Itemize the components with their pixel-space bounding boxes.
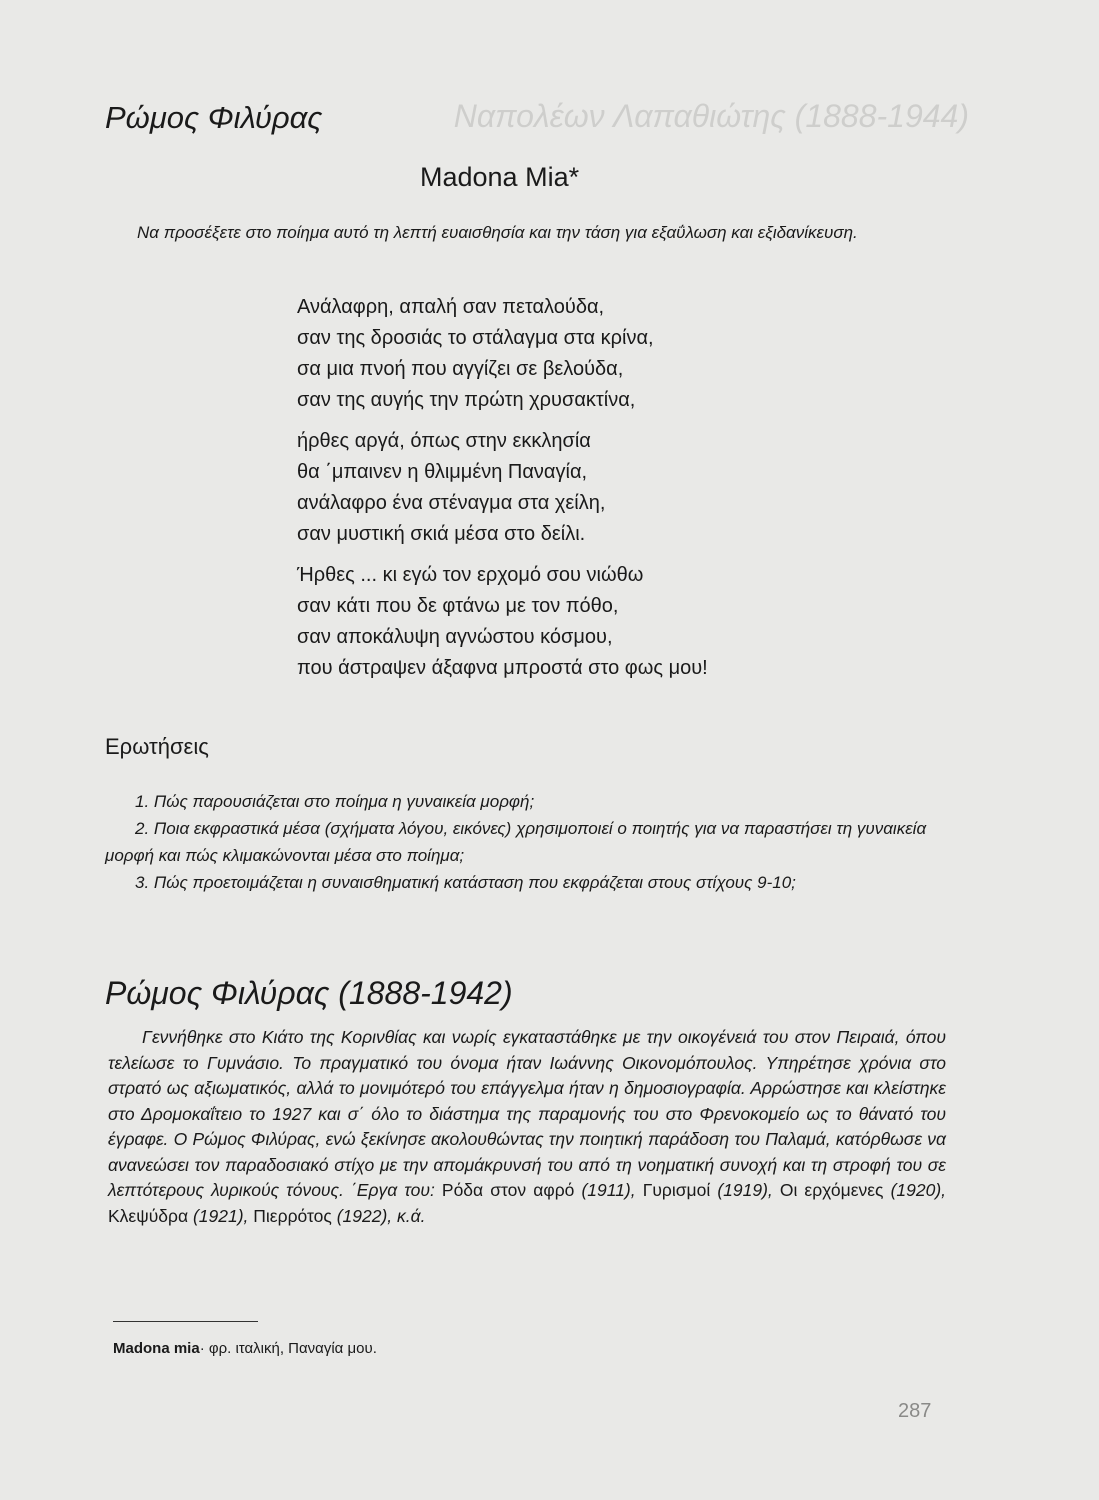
- work-year: (1911),: [574, 1180, 643, 1200]
- biography-text: [108, 1025, 946, 1229]
- footnote: [113, 1340, 377, 1357]
- verse: ήρθες αργά, όπως στην εκκλησία: [297, 430, 591, 452]
- verse: σαν της δροσιάς το στάλαγμα στα κρίνα,: [297, 327, 654, 349]
- work-year: (1920),: [883, 1180, 947, 1200]
- verse: Ήρθες ... κι εγώ τον ερχομό σου νιώθω: [297, 564, 644, 586]
- verse: σαν της αυγής την πρώτη χρυσακτίνα,: [297, 389, 636, 411]
- question-item: 3. Πώς προετοιμάζεται η συναισθηματική κατάσταση που εκφράζεται στους στίχους 9-10;: [135, 873, 796, 892]
- stanza-3: [297, 560, 917, 684]
- author-title: Ρώμος Φιλύρας: [105, 100, 323, 135]
- bleed-through-text: Ναπολέων Λαπαθιώτης (1888-1944): [453, 98, 969, 134]
- questions-heading: Ερωτήσεις: [105, 734, 209, 759]
- question-item: 2. Ποια εκφραστικά μέσα (σχήματα λόγου, εικόνες) χρησιμοποιεί ο ποιητής για να παραστήσει τη γυναικεία μορφή και πώς κλιμακώνονται μέσα στο ποίημα;: [105, 819, 927, 865]
- footnote-term: Madona mia: [113, 1340, 200, 1357]
- page-number: 287: [898, 1400, 932, 1422]
- stanza-1: [297, 292, 917, 416]
- verse: που άστραψεν άξαφνα μπροστά στο φως μου!: [297, 657, 708, 679]
- work-title: Πιερρότος: [253, 1205, 332, 1226]
- verse: σαν αποκάλυψη αγνώστου κόσμου,: [297, 626, 613, 648]
- work-title: Γυρισμοί: [642, 1180, 711, 1200]
- work-year: (1922), κ.ά.: [331, 1205, 426, 1226]
- verse: Ανάλαφρη, απαλή σαν πεταλούδα,: [297, 296, 605, 318]
- work-year: (1921),: [188, 1205, 254, 1226]
- work-year: (1919),: [710, 1180, 780, 1200]
- question-item: 1. Πώς παρουσιάζεται στο ποίημα η γυναικεία μορφή;: [135, 792, 535, 811]
- work-title: Ρόδα στον αφρό: [441, 1180, 575, 1200]
- footnote-divider: [113, 1321, 258, 1322]
- poem: [297, 292, 917, 694]
- poem-introduction: Να προσέξετε στο ποίημα αυτό τη λεπτή ευαισθησία και την τάση για εξαΰλωση και εξιδανίκευση.: [137, 223, 858, 242]
- verse: θα ΄μπαινεν η θλιμμένη Παναγία,: [297, 461, 588, 483]
- verse: ανάλαφρο ένα στέναγμα στα χείλη,: [297, 492, 606, 514]
- biography-body: Γεννήθηκε στο Κιάτο της Κορινθίας και νωρίς εγκαταστάθηκε με την οικογένειά του στον Πειραιά, όπου τελείωσε το Γυμνάσιο. Το πραγματικό του όνομα ήταν Ιωάννης Οικονομόπουλος. Υπηρέτησε χρόνια στο στρατό ως αξιωματικός, αλλά το μονιμότερό του επάγγελμα ήταν η δημοσιογραφία. Αρρώστησε και κλείστηκε στο Δρομοκαΐτειο το 1927 και σ΄ όλο το διάστημα της παραμονής του στο Φρενοκομείο ως το θάνατό του έγραφε. Ο Ρώμος Φιλύρας, ενώ ξεκίνησε ακολουθώντας την ποιητική παράδοση του Παλαμά, κατόρθωσε να ανανεώσει τον παραδοσιακό στίχο με την απομάκρυνσή του από τη νοηματική συνοχή και τη στροφή του σε λεπτότερους λυρικούς τόνους. ΄Εργα του:: [108, 1027, 946, 1200]
- stanza-2: [297, 426, 917, 550]
- questions-list: [105, 788, 950, 896]
- poem-title: Madona Mia*: [420, 162, 580, 192]
- footnote-text: · φρ. ιταλική, Παναγία μου.: [199, 1340, 377, 1357]
- work-title: Κλεψύδρα: [108, 1205, 189, 1226]
- verse: σα μια πνοή που αγγίζει σε βελούδα,: [297, 358, 624, 380]
- verse: σαν κάτι που δε φτάνω με τον πόθο,: [297, 595, 619, 617]
- work-title: Οι ερχόμενες: [779, 1180, 884, 1200]
- verse: σαν μυστική σκιά μέσα στο δείλι.: [297, 523, 586, 545]
- biography-heading: Ρώμος Φιλύρας (1888-1942): [105, 975, 513, 1011]
